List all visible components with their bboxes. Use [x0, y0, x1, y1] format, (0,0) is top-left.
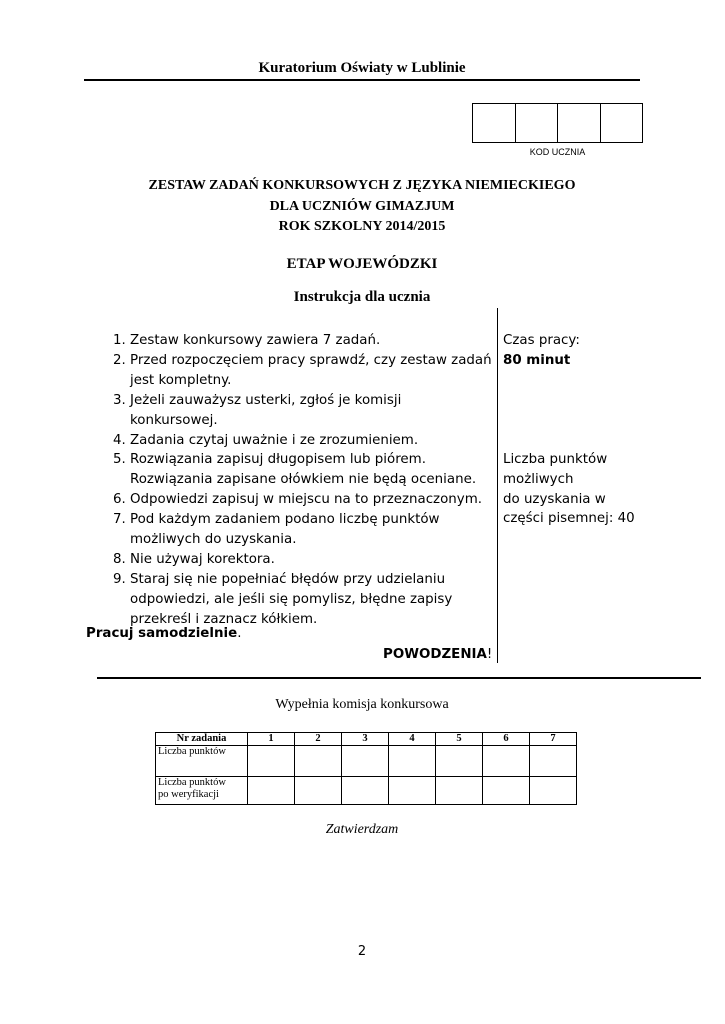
task-number: 6	[483, 733, 530, 746]
score-table	[155, 732, 577, 805]
verified-points-row-label	[156, 777, 248, 805]
list-item: 1. Zestaw konkursowy zawiera 7 zadań.	[130, 331, 493, 351]
code-cell[interactable]	[558, 104, 601, 142]
table-row	[156, 746, 577, 777]
score-cell[interactable]	[530, 746, 577, 777]
score-cell[interactable]	[483, 777, 530, 805]
list-item: 9. Staraj się nie popełniać błędów przy udzielaniu odpowiedzi, ale jeśli się pomylisz, błędne zapisy przekreśl i zaznacz kółkiem.	[130, 570, 493, 630]
time-value: 80 minut	[503, 353, 571, 368]
column-divider	[497, 308, 498, 663]
good-luck-note	[383, 647, 492, 662]
points-row-label: Liczba punktów	[156, 746, 248, 777]
code-cell[interactable]	[601, 104, 643, 142]
score-cell[interactable]	[295, 746, 342, 777]
score-cell[interactable]	[436, 777, 483, 805]
task-number-header: Nr zadania	[156, 733, 248, 746]
instruction-title: Instrukcja dla ucznia	[293, 289, 431, 305]
score-cell[interactable]	[342, 746, 389, 777]
points-label-1: Liczba punktów	[503, 452, 608, 467]
score-cell[interactable]	[389, 777, 436, 805]
section-separator	[97, 677, 701, 679]
time-label: Czas pracy:	[503, 333, 580, 348]
list-item: 2. Przed rozpoczęciem pracy sprawdź, czy zestaw zadań jest kompletny.	[130, 351, 493, 391]
committee-title: Wypełnia komisja konkursowa	[275, 697, 449, 712]
list-item: 3. Jeżeli zauważysz usterki, zgłoś je komisji konkursowej.	[130, 391, 493, 431]
table-header-row	[156, 733, 577, 746]
list-item: 7. Pod każdym zadaniem podano liczbę punktów możliwych do uzyskania.	[130, 510, 493, 550]
stage-title: ETAP WOJEWÓDZKI	[286, 256, 438, 272]
heading-line-2: DLA UCZNIÓW GIMAZJUM	[269, 199, 455, 214]
list-item: 6. Odpowiedzi zapisuj w miejscu na to przeznaczonym.	[130, 490, 493, 510]
student-code-boxes	[472, 103, 643, 143]
task-number: 4	[389, 733, 436, 746]
header-rule	[84, 79, 640, 81]
score-cell[interactable]	[483, 746, 530, 777]
page-number: 2	[357, 944, 367, 959]
task-number: 5	[436, 733, 483, 746]
list-item: 8. Nie używaj korektora.	[130, 550, 493, 570]
score-cell[interactable]	[248, 777, 295, 805]
verified-label-line-2: po weryfikacji	[158, 789, 219, 800]
heading-line-3: ROK SZKOLNY 2014/2015	[278, 219, 446, 234]
task-number: 1	[248, 733, 295, 746]
score-cell[interactable]	[342, 777, 389, 805]
table-row	[156, 777, 577, 805]
work-alone-text: Pracuj samodzielnie	[86, 626, 238, 641]
good-luck-mark: !	[486, 647, 493, 662]
points-label-3: do uzyskania w	[503, 492, 606, 507]
task-number: 2	[295, 733, 342, 746]
work-alone-dot: .	[237, 626, 242, 641]
list-item: 5. Rozwiązania zapisuj długopisem lub piórem. Rozwiązania zapisane ołówkiem nie będą oceniane.	[130, 450, 493, 490]
points-label-4: części pisemnej: 40	[503, 511, 635, 526]
score-cell[interactable]	[248, 746, 295, 777]
approve-label: Zatwierdzam	[325, 822, 399, 837]
points-label-2: możliwych	[503, 472, 574, 487]
score-cell[interactable]	[295, 777, 342, 805]
task-number: 3	[342, 733, 389, 746]
instruction-list	[88, 331, 493, 630]
list-item: 4. Zadania czytaj uważnie i ze zrozumieniem.	[130, 431, 493, 451]
work-alone-note	[86, 626, 241, 641]
score-cell[interactable]	[389, 746, 436, 777]
task-number: 7	[530, 733, 577, 746]
code-cell[interactable]	[516, 104, 559, 142]
score-cell[interactable]	[530, 777, 577, 805]
heading-line-1: ZESTAW ZADAŃ KONKURSOWYCH Z JĘZYKA NIEMIECKIEGO	[148, 178, 576, 193]
student-code-label: KOD UCZNIA	[529, 147, 586, 157]
score-cell[interactable]	[436, 746, 483, 777]
verified-label-line-1: Liczba punktów	[158, 777, 226, 788]
header-title: Kuratorium Oświaty w Lublinie	[258, 60, 466, 76]
good-luck-text: POWODZENIA	[383, 647, 487, 662]
code-cell[interactable]	[473, 104, 516, 142]
